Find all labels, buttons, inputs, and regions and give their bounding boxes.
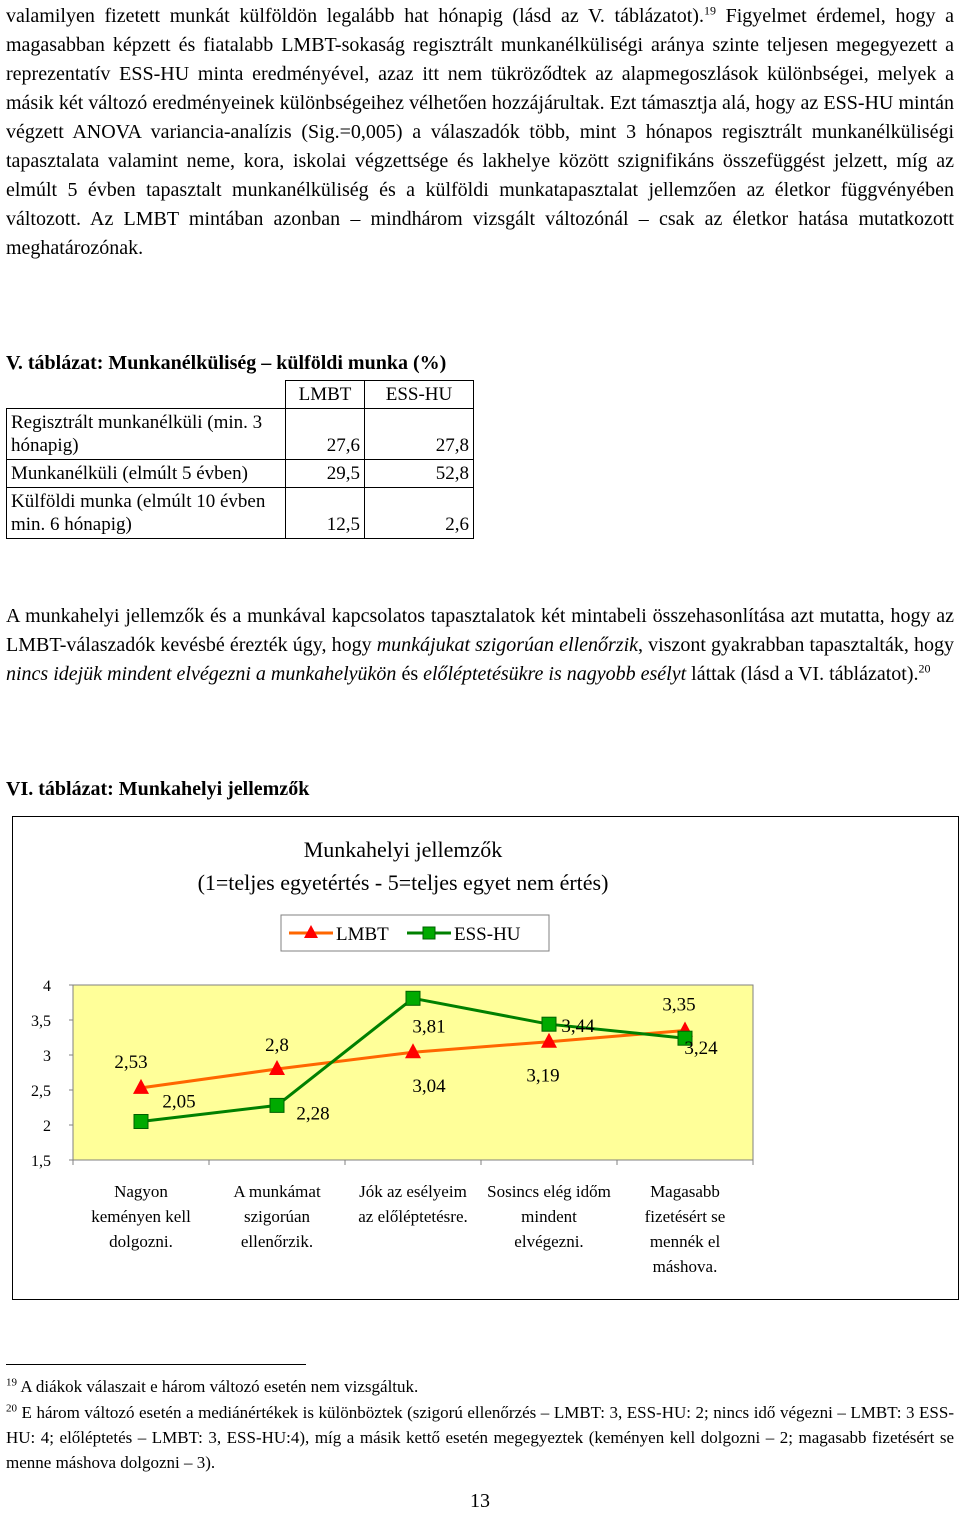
x-category-label: Magasabb — [650, 1182, 720, 1201]
data-point-ess-hu — [270, 1098, 284, 1112]
y-tick-label: 1,5 — [31, 1153, 51, 1170]
data-label-lmbt: 3,19 — [526, 1065, 560, 1087]
data-label-lmbt: 3,35 — [662, 994, 696, 1016]
x-category-label: máshova. — [652, 1257, 718, 1276]
table-row — [7, 460, 474, 488]
data-label-ess-hu: 3,44 — [561, 1016, 595, 1038]
x-category-label: A munkámat — [233, 1182, 321, 1201]
line-chart — [13, 817, 958, 1299]
table-row — [7, 488, 474, 539]
footnote-20 — [6, 1400, 954, 1475]
paragraph-text: valamilyen fizetett munkát külföldön legalább hat hónapig (lásd az V. táblázatot). — [6, 5, 704, 27]
chart-frame — [12, 816, 959, 1300]
cell-ess-hu: 52,8 — [365, 460, 474, 488]
table-corner — [7, 381, 286, 409]
x-category-label: elvégezni. — [514, 1232, 584, 1251]
data-label-lmbt: 2,8 — [265, 1035, 289, 1056]
x-category-label: dolgozni. — [109, 1232, 173, 1251]
column-header-ess-hu: ESS-HU — [365, 381, 474, 409]
legend-marker-ess-hu — [423, 927, 435, 939]
table-row — [7, 409, 474, 460]
cell-lmbt: 27,6 — [286, 409, 365, 460]
data-label-ess-hu: 2,28 — [296, 1103, 330, 1125]
table-5-title: V. táblázat: Munkanélküliség – külföldi munka (%) — [6, 352, 447, 374]
data-label-lmbt: 3,04 — [412, 1076, 446, 1098]
cell-lmbt: 29,5 — [286, 460, 365, 488]
footnote-number: 19 — [6, 1376, 17, 1389]
legend-label-lmbt: LMBT — [336, 924, 389, 945]
x-category-label: Jók az esélyeim — [359, 1182, 467, 1201]
y-tick-label: 4 — [43, 978, 51, 995]
table-6-title: VI. táblázat: Munkahelyi jellemzők — [6, 778, 310, 800]
table-5 — [6, 380, 474, 539]
row-label: Munkanélküli (elmúlt 5 évben) — [7, 460, 286, 488]
cell-ess-hu: 2,6 — [365, 488, 474, 539]
paragraph-text: A munkahelyi jellemzők és a munkával kapcsolatos tapasztalatok két mintabeli összehasonlítása azt mutatta, hogy az LMBT-válaszadók kevésbé érezték úgy, hogy — [6, 605, 954, 656]
paragraph-text: és — [396, 663, 424, 685]
data-point-ess-hu — [542, 1017, 556, 1031]
x-category-label: Nagyon — [114, 1182, 168, 1201]
x-category-label: Sosincs elég időm — [487, 1182, 611, 1201]
legend-label-ess-hu: ESS-HU — [454, 924, 521, 945]
data-point-ess-hu — [134, 1115, 148, 1129]
emphasis-text: munkájukat szigorúan ellenőrzik — [376, 634, 639, 656]
y-tick-label: 3 — [43, 1048, 51, 1065]
data-label-lmbt: 2,53 — [114, 1051, 148, 1073]
data-label-ess-hu: 3,81 — [412, 1016, 446, 1038]
x-category-label: mindent — [521, 1207, 577, 1226]
emphasis-text: nincs idejük mindent elvégezni a munkahelyükön — [6, 663, 397, 685]
footnote-rule — [6, 1364, 306, 1365]
footnote-text: A diákok válaszait e három változó esetén nem vizsgáltuk. — [20, 1377, 419, 1396]
x-category-label: az előléptetésre. — [358, 1207, 468, 1226]
y-tick-label: 2,5 — [31, 1083, 51, 1100]
data-label-ess-hu: 2,05 — [162, 1091, 196, 1113]
body-paragraph-1 — [6, 2, 954, 263]
data-label-ess-hu: 3,24 — [684, 1038, 718, 1060]
plot-area — [73, 985, 753, 1160]
paragraph-text: , viszont gyakrabban tapasztalták, hogy — [638, 634, 954, 656]
y-tick-label: 3,5 — [31, 1013, 51, 1030]
emphasis-text: előléptetésükre is nagyobb esélyt — [423, 663, 687, 685]
x-category-label: keményen kell — [91, 1207, 191, 1226]
y-tick-label: 2 — [43, 1118, 51, 1135]
footnote-ref-20[interactable]: 20 — [918, 661, 931, 676]
x-category-label: mennék el — [649, 1232, 721, 1251]
x-category-label: ellenőrzik. — [240, 1232, 314, 1251]
chart-subtitle: (1=teljes egyetértés - 5=teljes egyet nem értés) — [197, 870, 609, 895]
footnote-ref-19[interactable]: 19 — [703, 3, 716, 18]
footnote-text: E három változó esetén a mediánértékek is különböztek (szigorú ellenőrzés – LMBT: 3, ESS-HU: 2; nincs idő végezni – LMBT: 3 ESS-HU: 4; előléptetés – LMBT: 3, ESS-HU:4), míg a másik kettő esetén megegyeztek (keményen kell dolgozni – 2; magasabb fizetésért se menne máshova dolgozni – 3). — [6, 1403, 955, 1472]
row-label: Regisztrált munkanélküli (min. 3 hónapig) — [7, 409, 286, 460]
chart-title: Munkahelyi jellemzők — [303, 837, 503, 862]
cell-ess-hu: 27,8 — [365, 409, 474, 460]
paragraph-text: Figyelmet érdemel, hogy a magasabban képzett és fiatalabb LMBT-sokaság regisztrált munkanélküliségi aránya szinte teljesen megegyezett a reprezentatív ESS-HU minta eredményével, azaz itt nem tükröződtek az alapmegoszlások különbségei, melyek a másik két változó eredményeinek különbségeihez vélhetően hozzájárultak. Ezt támasztja alá, hogy az ESS-HU mintán végzett ANOVA variancia-analízis (Sig.=0,005) a válaszadók több, mint 3 hónapos regisztrált munkanélküliségi tapasztalata valamint neme, kora, iskolai végzettsége és lakhelye között szignifikáns összefüggést jelzett, míg az elmúlt 5 évben tapasztalt munkanélküliség és a külföldi munkatapasztalat jellemzően az életkor függvényében változott. Az LMBT mintában azonban – mindhárom vizsgált változónál – csak az életkor hatása mutatkozott meghatározónak. — [6, 5, 955, 259]
x-category-label: szigorúan — [243, 1207, 311, 1226]
cell-lmbt: 12,5 — [286, 488, 365, 539]
page-number: 13 — [470, 1490, 490, 1512]
body-paragraph-2 — [6, 602, 954, 689]
footnote-number: 20 — [6, 1402, 17, 1415]
data-point-ess-hu — [406, 991, 420, 1005]
x-category-label: fizetésért se — [644, 1207, 726, 1226]
footnote-19 — [6, 1374, 954, 1399]
row-label: Külföldi munka (elmúlt 10 évben min. 6 hónapig) — [7, 488, 286, 539]
paragraph-text: láttak (lásd a VI. táblázatot). — [686, 663, 919, 685]
column-header-lmbt: LMBT — [286, 381, 365, 409]
